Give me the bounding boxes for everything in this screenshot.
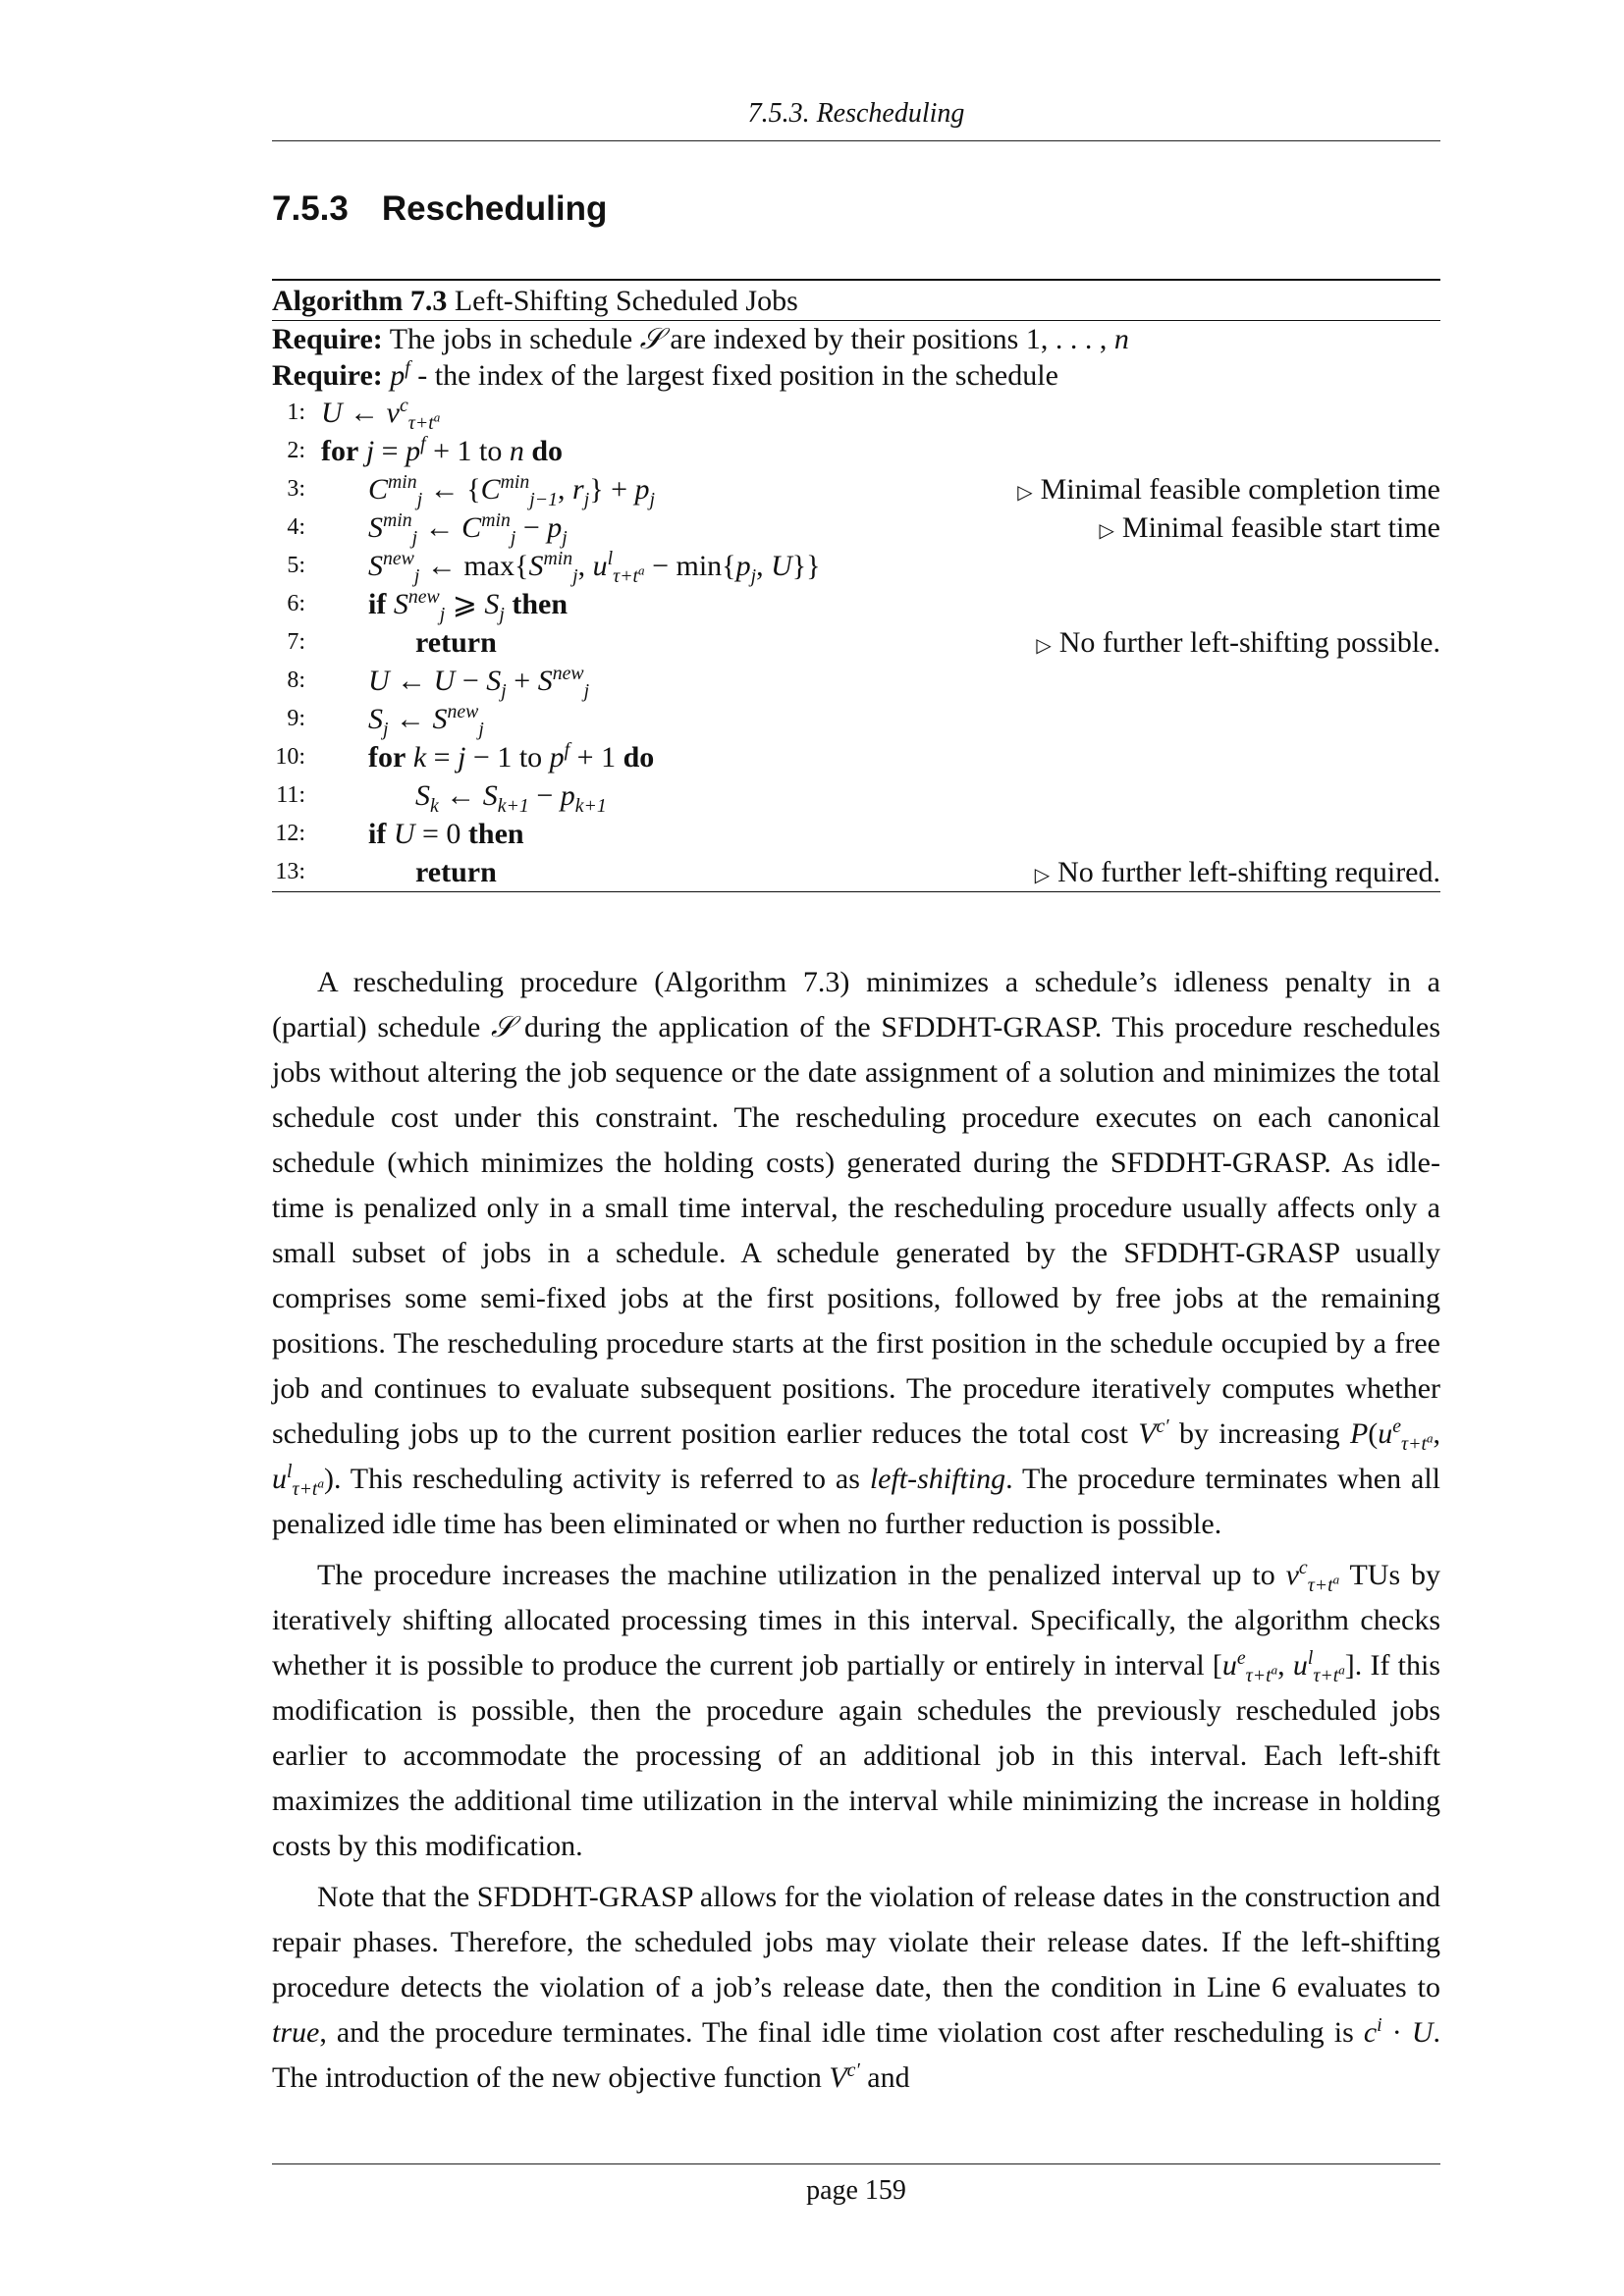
algo-line-8: 8: U ← $U - S_j + S^{new}_j$ [272,662,1440,700]
comment-triangle-icon: ▷ [1099,520,1114,542]
algo-line-7 [272,623,1440,662]
algo-line-10: 10: for k = j − 1 to $p^f + 1$ do [272,738,1440,776]
algo-line-4: 4: $S^{min}_j$ ← $C^{min}_j - p_j$ ▷ Minimal feasible start time [272,508,1440,547]
header-rule [272,140,1440,141]
algo-line-11: 11: $S_k$ ← $S_{k+1} - p_{k+1}$ [272,776,1440,815]
line-number: 7: [287,629,305,655]
line-number: 13: [275,859,305,884]
algorithm-caption-title: Left-Shifting Scheduled Jobs [454,285,798,317]
algorithm-caption-label: Algorithm 7.3 [272,285,448,317]
algo-line-13 [272,853,1440,891]
algo-line-9: 9: $S_j$ ← $S^{new}_j$ [272,700,1440,738]
algo-line-3: 3: $C^{min}_j$ ← {$C^{min}_{j-1}$, $r_j\} + p_j$ ▷ Minimal feasible completion time [272,470,1440,508]
require-line-2: Require: $p^f$ - the index of the largest fixed position in the schedule [272,357,1058,392]
line-number: 6: [287,591,305,616]
algo-line-2: 2: for $j = p^f + 1$ to n do [272,432,1440,470]
comment-triangle-icon: ▷ [1017,482,1033,504]
line-number: 4: [287,514,305,540]
algo-keyword: return [415,856,497,888]
paragraph-3: Note that the SFDDHT-GRASP allows for the violation of release dates in the construction and repair phases. Therefore, the scheduled jobs may violate their release dates. If the left-shifting procedure detects the violation of a job’s release date, then the condition in Line 6 evaluates to true, and the procedure terminates. The final idle time violation cost after rescheduling is $c^i \cdot U$. The introduction of the new objective function $V^{c'}$ and [272,1881,1440,2094]
line-number: 12: [275,821,305,846]
section-heading: Rescheduling [381,189,608,228]
comment-triangle-icon: ▷ [1036,635,1052,657]
running-header: 7.5.3. Rescheduling [747,98,965,129]
algo-line-6: 6: if $S^{new}_j$ ⩾ $S_j$ then [272,585,1440,623]
algo-line-1: 1: U ← $v^c_{\tau+t^a}$ [272,394,1440,432]
line-number: 5: [287,553,305,578]
algo-comment: Minimal feasible completion time [1040,473,1440,506]
paragraph-1: A rescheduling procedure (Algorithm 7.3) minimizes a schedule’s idleness penalty in a (partial) schedule 𝒮 during the application of the SFDDHT-GRASP. This procedure reschedules jobs without altering the job sequence or the date assignment of a solution and minimizes the total schedule cost under this constraint. The rescheduling procedure executes on each canonical schedule (which minimizes the holding costs) generated during the SFDDHT-GRASP. As idle-time is penalized only in a small time interval, the rescheduling procedure usually affects only a small subset of jobs in a schedule. A schedule generated by the SFDDHT-GRASP usually comprises some semi-fixed jobs at the first positions, followed by free jobs at the remaining positions. The rescheduling procedure starts at the first position in the schedule occupied by a free job and continues to evaluate subsequent positions. The procedure iteratively computes whether scheduling jobs up to the current position earlier reduces the total cost $V^{c'}$ by increasing $P(u^e_{\tau+t^a}$, $u^l_{\tau+t^a}$). This rescheduling activity is referred to as left-shifting. The procedure terminates when all penalized idle time has been eliminated or when no further reduction is possible. [272,966,1441,1540]
algo-line-5: 5: $S^{new}_j$ ← $\max\{S^{min}_j$, $u^l_{\tau+t^a} - \min\{p_j$, U}} [272,547,1440,585]
algo-line-12: 12: if U = 0 then [272,815,1440,853]
line-number: 9: [287,706,305,731]
algorithm-box [272,279,1440,892]
line-number: 11: [276,782,305,808]
footer-rule [272,2163,1440,2164]
line-number: 10: [275,744,305,770]
algorithm-caption [272,281,1440,320]
algo-comment: No further left-shifting required. [1057,856,1440,888]
page-number: page 159 [806,2175,906,2206]
algo-keyword: return [415,626,497,659]
section-title [272,189,607,229]
algo-comment: Minimal feasible start time [1121,511,1440,544]
line-number: 8: [287,667,305,693]
require-label: Require: [272,323,383,355]
require-label: Require: [272,359,383,392]
body-text [272,960,1440,2107]
line-number: 1: [287,400,305,425]
paragraph-2: The procedure increases the machine utilization in the penalized interval up to $v^c_{\tau+t^a}$ TUs by iteratively shifting allocated processing times in this interval. Specifically, the algorithm checks whether it is possible to produce the current job partially or entirely in interval [$u^e_{\tau+t^a}$, $u^l_{\tau+t^a}$]. If this modification is possible, then the procedure again schedules the previously rescheduled jobs earlier to accommodate the processing of an additional job in this interval. Each left-shift maximizes the additional time utilization in the interval while minimizing the increase in holding costs by this modification. [272,1557,1440,1862]
algo-comment: No further left-shifting possible. [1058,626,1440,659]
section-number: 7.5.3 [272,189,349,228]
comment-triangle-icon: ▷ [1034,865,1051,886]
require-line-1: Require: The jobs in schedule 𝒮 are indexed by their positions 1, . . . , n [272,323,1129,355]
line-number: 3: [287,476,305,502]
line-number: 2: [287,438,305,463]
